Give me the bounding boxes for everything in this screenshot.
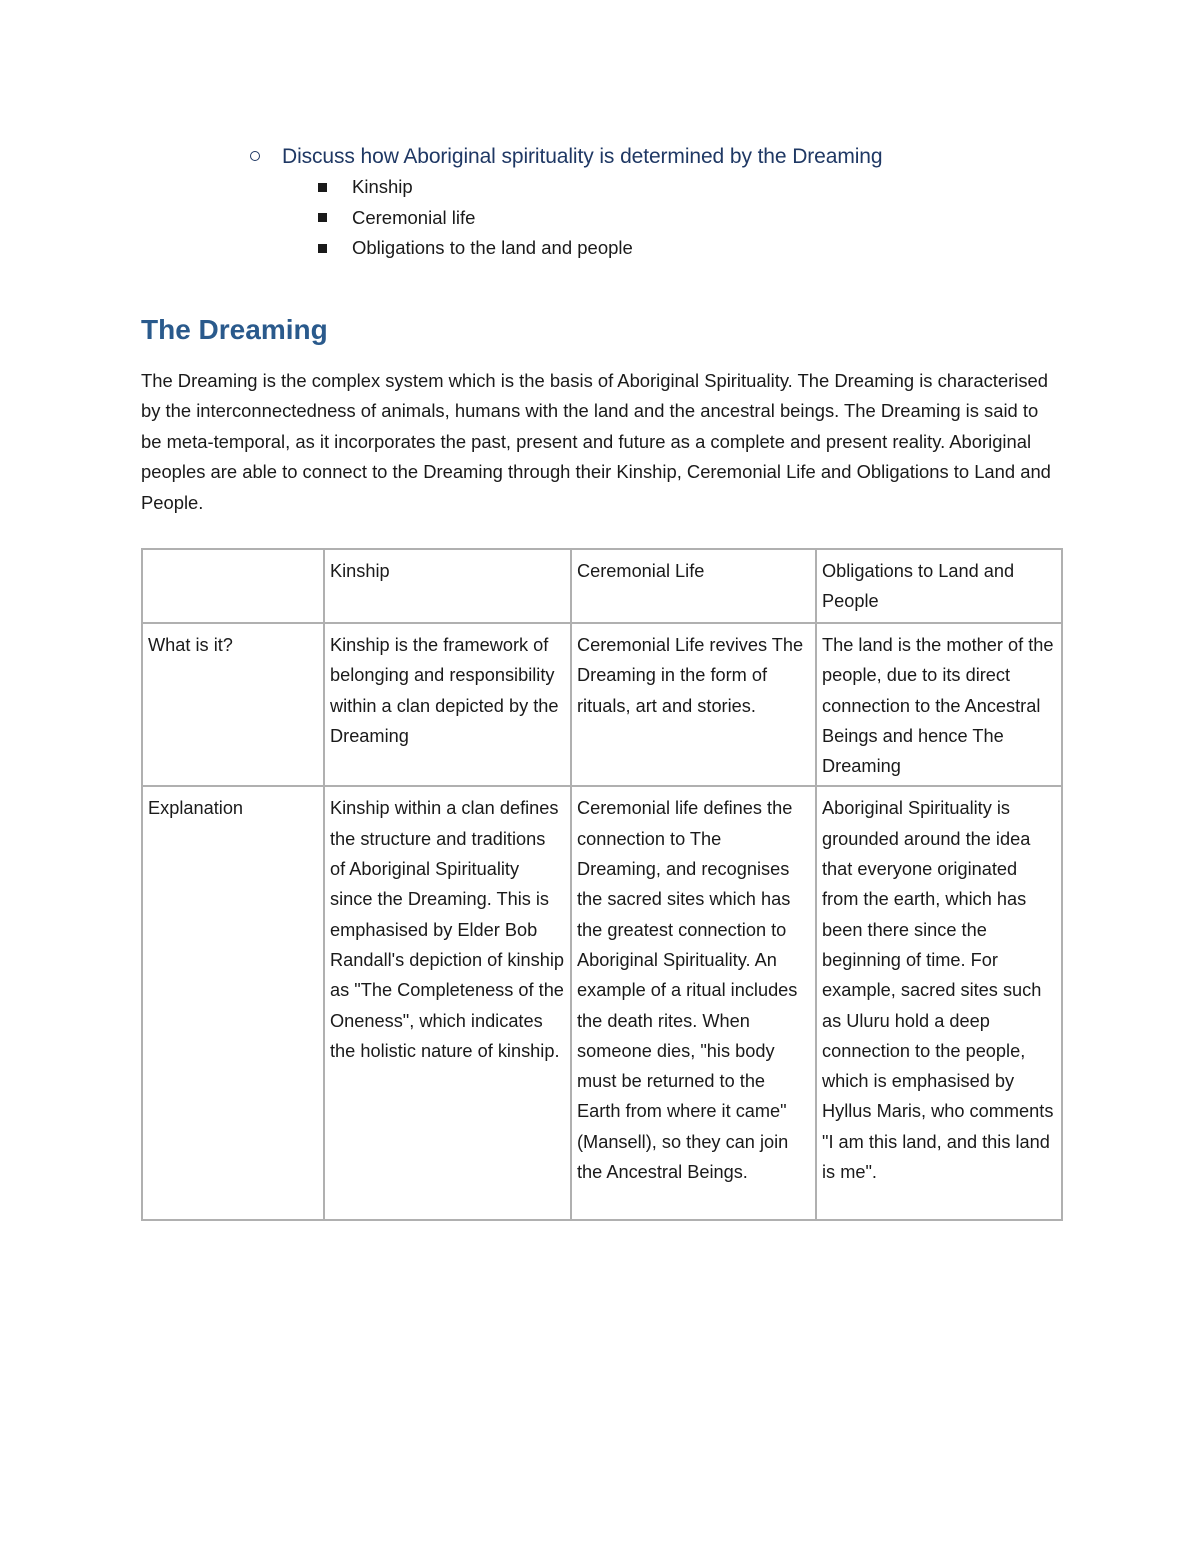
- outline-subitem-text: Ceremonial life: [352, 206, 476, 228]
- table-cell: Kinship within a clan defines the structure and traditions of Aboriginal Spirituality since the Dreaming. This is emphasised by Elder Bob Randall's depiction of kinship as "The Completeness of the Oneness", which indicates the holistic nature of kinship.: [324, 786, 571, 1220]
- outline-subitem: [318, 172, 1046, 203]
- table-header-cell: Obligations to Land and People: [816, 549, 1062, 623]
- table-header-row: [142, 549, 1062, 623]
- outline-subitem: [318, 203, 1046, 234]
- table-cell: Ceremonial life defines the connection to The Dreaming, and recognises the sacred sites which has the greatest connection to Aboriginal Spirituality. An example of a ritual includes the death rites. When someone dies, "his body must be returned to the Earth from where it came" (Mansell), so they can join the Ancestral Beings.: [571, 786, 816, 1220]
- table-cell: The land is the mother of the people, due to its direct connection to the Ancestral Beings and hence The Dreaming: [816, 623, 1062, 786]
- outline-item-text: Discuss how Aboriginal spirituality is determined by the Dreaming: [282, 145, 883, 168]
- row-label-cell: Explanation: [142, 786, 324, 1220]
- table-header-cell: [142, 549, 324, 623]
- hollow-circle-bullet-icon: [246, 142, 282, 172]
- outline-subitem-text: Kinship: [352, 176, 413, 198]
- table-row: [142, 786, 1062, 1220]
- table-cell: Kinship is the framework of belonging and responsibility within a clan depicted by the Dreaming: [324, 623, 571, 786]
- table-header-cell: Kinship: [324, 549, 571, 623]
- table-header-cell: Ceremonial Life: [571, 549, 816, 623]
- square-bullet-icon: [318, 183, 327, 192]
- body-paragraph: The Dreaming is the complex system which is the basis of Aboriginal Spirituality. The Dreaming is characterised by the interconnectedness of animals, humans with the land and the ancestral beings. The Dreaming is said to be meta-temporal, as it incorporates the past, present and future as a complete and present reality. Aboriginal peoples are able to connect to the Dreaming through their Kinship, Ceremonial Life and Obligations to Land and People.: [141, 370, 1051, 513]
- outline-subitem: [318, 233, 1046, 264]
- section-heading: The Dreaming: [141, 314, 328, 345]
- table-cell: Aboriginal Spirituality is grounded around the idea that everyone originated from the earth, which has been there since the beginning of time. For example, sacred sites such as Uluru hold a deep connection to the people, which is emphasised by Hyllus Maris, who comments "I am this land, and this land is me".: [816, 786, 1062, 1220]
- table-cell: Ceremonial Life revives The Dreaming in the form of rituals, art and stories.: [571, 623, 816, 786]
- square-bullet-icon: [318, 244, 327, 253]
- row-label-cell: What is it?: [142, 623, 324, 786]
- outline-list: [246, 142, 1046, 264]
- comparison-table: [141, 548, 1063, 1221]
- outline-item-level2: [246, 142, 1046, 172]
- table-row: [142, 623, 1062, 786]
- square-bullet-icon: [318, 213, 327, 222]
- outline-subitem-text: Obligations to the land and people: [352, 237, 633, 259]
